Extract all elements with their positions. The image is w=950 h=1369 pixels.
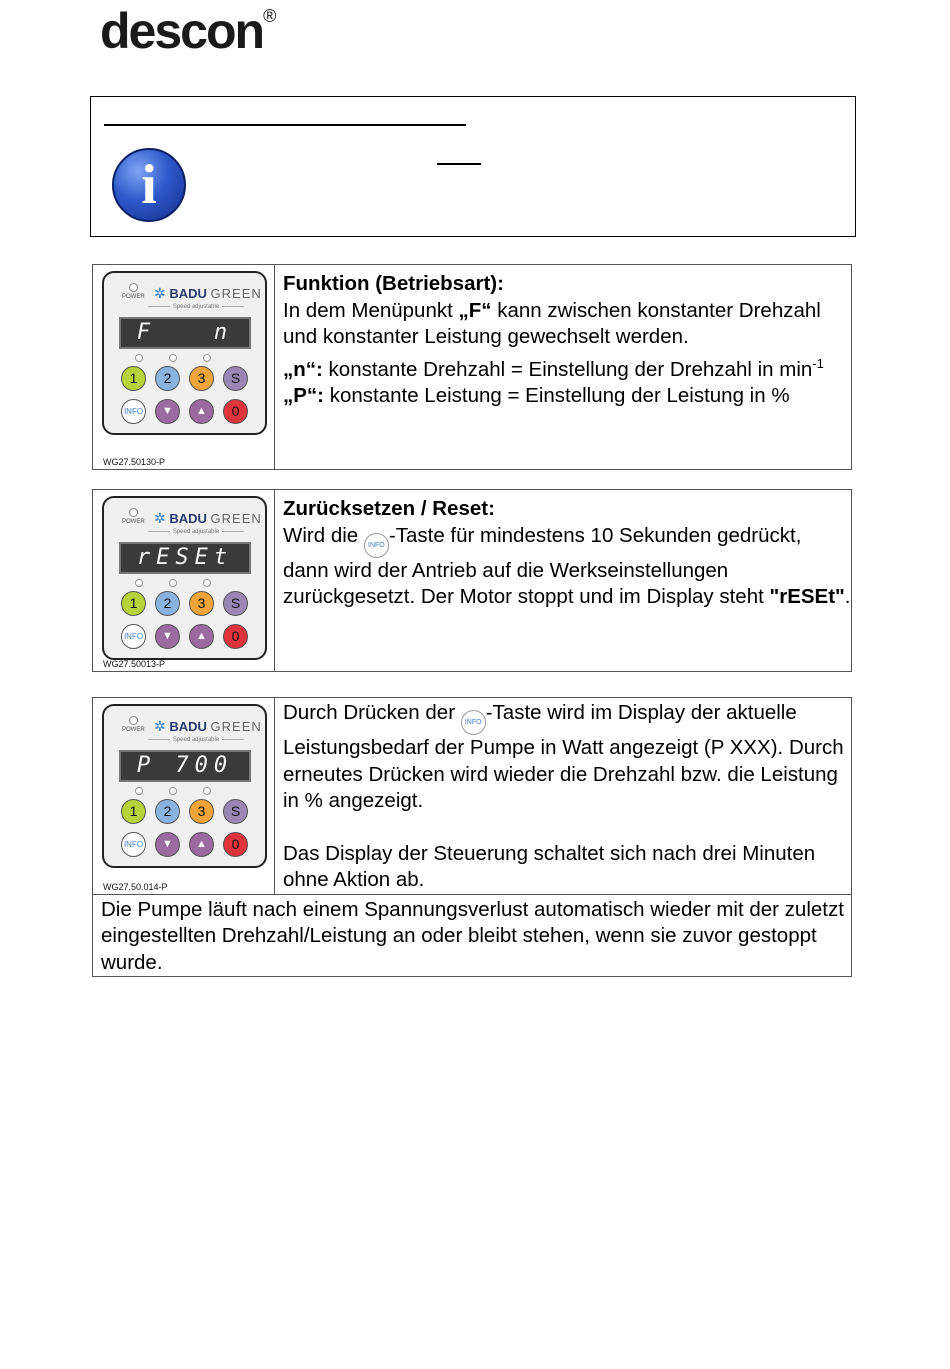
power-led: POWER [122, 508, 145, 525]
brand-label: ✲ BADU GREEN [154, 285, 262, 301]
section-heading: Zurücksetzen / Reset: [283, 497, 495, 520]
button-2: 2 [155, 591, 180, 616]
brand-label: ✲ BADU GREEN [154, 510, 262, 526]
info-icon: i [112, 148, 186, 222]
button-info: INFO [121, 399, 146, 424]
underline-rule-short [437, 163, 481, 165]
button-2: 2 [155, 799, 180, 824]
button-3: 3 [189, 799, 214, 824]
button-0: 0 [223, 624, 248, 649]
brand-label: ✲ BADU GREEN [154, 718, 262, 734]
info-key-text [275, 698, 852, 895]
button-s: S [223, 591, 248, 616]
power-loss-note: Die Pumpe läuft nach einem Spannungsverlust automatisch wieder mit der zuletzt eingestellten Drehzahl/Leistung an oder bleibt stehen, wenn sie zuvor gestoppt wurde. [93, 894, 852, 977]
image-caption: WG27.50.014-P [103, 881, 168, 892]
button-3: 3 [189, 591, 214, 616]
info-notice-box [90, 96, 856, 237]
power-led: POWER [122, 716, 145, 733]
control-panel-image [93, 490, 275, 672]
info-button-icon: INFO [364, 533, 389, 558]
image-caption: WG27.50013-P [103, 659, 166, 669]
reset-section [92, 489, 852, 672]
control-panel [102, 704, 267, 868]
button-s: S [223, 799, 248, 824]
control-panel [102, 496, 267, 660]
button-3: 3 [189, 366, 214, 391]
descon-logo: descon® [100, 3, 277, 59]
fan-icon: ✲ [154, 718, 166, 734]
button-info: INFO [121, 832, 146, 857]
speed-label: Speed adjustable [136, 304, 256, 310]
button-1: 1 [121, 799, 146, 824]
paragraph: Wird die INFO -Taste für mindestens 10 Sekunden gedrückt, dann wird der Antrieb auf die Werkseinstellungen zurückgesetzt. Der Motor stoppt und im Display steht "rESEt". [283, 523, 851, 608]
panel-display: rESEt [119, 542, 251, 574]
info-key-section [92, 697, 852, 977]
button-down: ▼ [155, 624, 180, 649]
speed-label: Speed adjustable [136, 737, 256, 743]
reset-text [275, 490, 852, 672]
button-up: ▲ [189, 624, 214, 649]
button-1: 1 [121, 366, 146, 391]
button-down: ▼ [155, 399, 180, 424]
function-mode-section [92, 264, 852, 470]
button-up: ▲ [189, 832, 214, 857]
info-button-icon: INFO [461, 710, 486, 735]
button-down: ▼ [155, 832, 180, 857]
section-heading: Funktion (Betriebsart): [283, 272, 504, 295]
control-panel-image [93, 265, 275, 470]
paragraph: In dem Menüpunkt „F“ kann zwischen konstanter Drehzahl und konstanter Leistung gewechselt werden. [283, 298, 821, 348]
speed-label: Speed adjustable [136, 529, 256, 535]
button-s: S [223, 366, 248, 391]
fan-icon: ✲ [154, 510, 166, 526]
button-info: INFO [121, 624, 146, 649]
button-0: 0 [223, 399, 248, 424]
power-led: POWER [122, 283, 145, 300]
panel-display: P 700 [119, 750, 251, 782]
paragraph: „P“: konstante Leistung = Einstellung der Leistung in % [283, 383, 790, 407]
underline-rule [104, 124, 466, 126]
button-2: 2 [155, 366, 180, 391]
control-panel [102, 271, 267, 435]
fan-icon: ✲ [154, 285, 166, 301]
button-up: ▲ [189, 399, 214, 424]
image-caption: WG27.50130-P [103, 457, 166, 467]
paragraph: Durch Drücken der INFO -Taste wird im Display der aktuelle Leistungsbedarf der Pumpe in Watt angezeigt (P XXX). Durch erneutes Drücken wird wieder die Drehzahl bzw. die Leistung in % angezeigt. [283, 701, 844, 812]
control-panel-image [93, 698, 275, 895]
paragraph: „n“: konstante Drehzahl = Einstellung der Drehzahl in $\min^{-1}$ [283, 355, 824, 381]
panel-display: F n [119, 317, 251, 349]
paragraph: Das Display der Steuerung schaltet sich nach drei Minuten ohne Aktion ab. [283, 841, 816, 891]
button-1: 1 [121, 591, 146, 616]
button-0: 0 [223, 832, 248, 857]
function-text [275, 265, 852, 470]
